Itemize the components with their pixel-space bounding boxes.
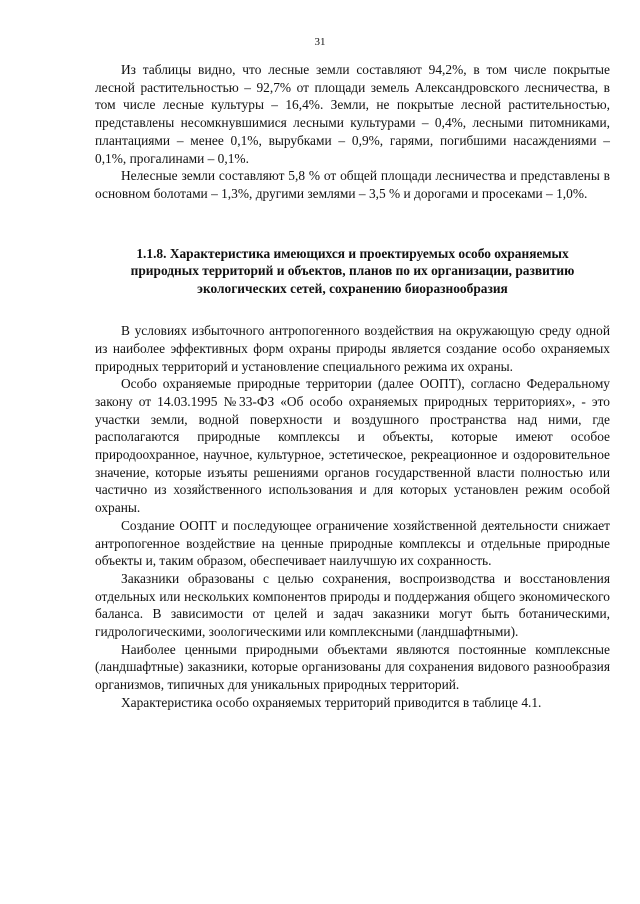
section-heading-line: природных территорий и объектов, планов по их организации, развитию: [130, 263, 575, 279]
paragraph-oopt-definition: Особо охраняемые природные территории (далее ООПТ), согласно Федеральному закону от 14.03.1995 №33-ФЗ «Об особо охраняемых природных территориях», - это участки земли, водной поверхности и воздушного пространства над ними, где располагаются природные комплексы и объекты, которые имеют особое природоохранное, научное, культурное, эстетическое, рекреационное и оздоровительное значение, которые изъяты решениями органов государственной власти полностью или частично из хозяйственного использования и для которых установлен режим особой охраны.: [95, 376, 610, 516]
paragraph-anthropogenic-impact: В условиях избыточного антропогенного воздействия на окружающую среду одной из наиболее эффективных форм охраны природы является создание особо охраняемых природных территорий и установление специального режима их охраны.: [95, 323, 610, 374]
paragraph-reserves: Заказники образованы с целью сохранения, воспроизводства и восстановления отдельных или нескольких компонентов природы и поддержания общего экономического баланса. В зависимости от целей и задач заказники могут быть ботаническими, гидрологическими, зоологическими или комплексными (ландшафтными).: [95, 570, 610, 640]
paragraph-valuable-objects: Наиболее ценными природными объектами являются постоянные комплексные (ландшафтные) заказники, которые организованы для сохранения видового разнообразия организмов, типичных для уникальных природных территорий.: [95, 641, 610, 693]
paragraph-oopt-creation: Создание ООПТ и последующее ограничение хозяйственной деятельности снижает антропогенное воздействие на ценные природные комплексы и отдельные природные объекты и, таким образом, обеспечивает наилучшую их сохранность.: [95, 517, 610, 569]
paragraph-nonforest-lands: Нелесные земли составляют 5,8 % от общей площади лесничества и представлены в основном болотами – 1,3%, другими землями – 3,5 % и дорогами и просеками – 1,0%.: [95, 168, 610, 201]
paragraph-table-reference: Характеристика особо охраняемых территорий приводится в таблице 4.1.: [121, 694, 542, 710]
paragraph-forest-lands: Из таблицы видно, что лесные земли составляют 94,2%, в том числе покрытые лесной растительностью – 92,7% от площади земель Александровского лесничества, в том числе лесные культуры – 16,4%. Земли, не покрытые лесной растительностью, представлены несомкнувшимися лесными культурами – 0,4%, лесными питомниками, плантациями – менее 0,1%, вырубками – 0,9%, гарями, погибшими насаждениями – 0,1%, прогалинами – 0,1%.: [95, 62, 610, 166]
section-heading: [95, 245, 610, 298]
page-number: 31: [314, 36, 326, 48]
document-body: [95, 61, 610, 712]
section-heading-line: 1.1.8. Характеристика имеющихся и проектируемых особо охраняемых: [136, 245, 569, 261]
section-heading-line: экологических сетей, сохранению биоразнообразия: [197, 280, 508, 296]
